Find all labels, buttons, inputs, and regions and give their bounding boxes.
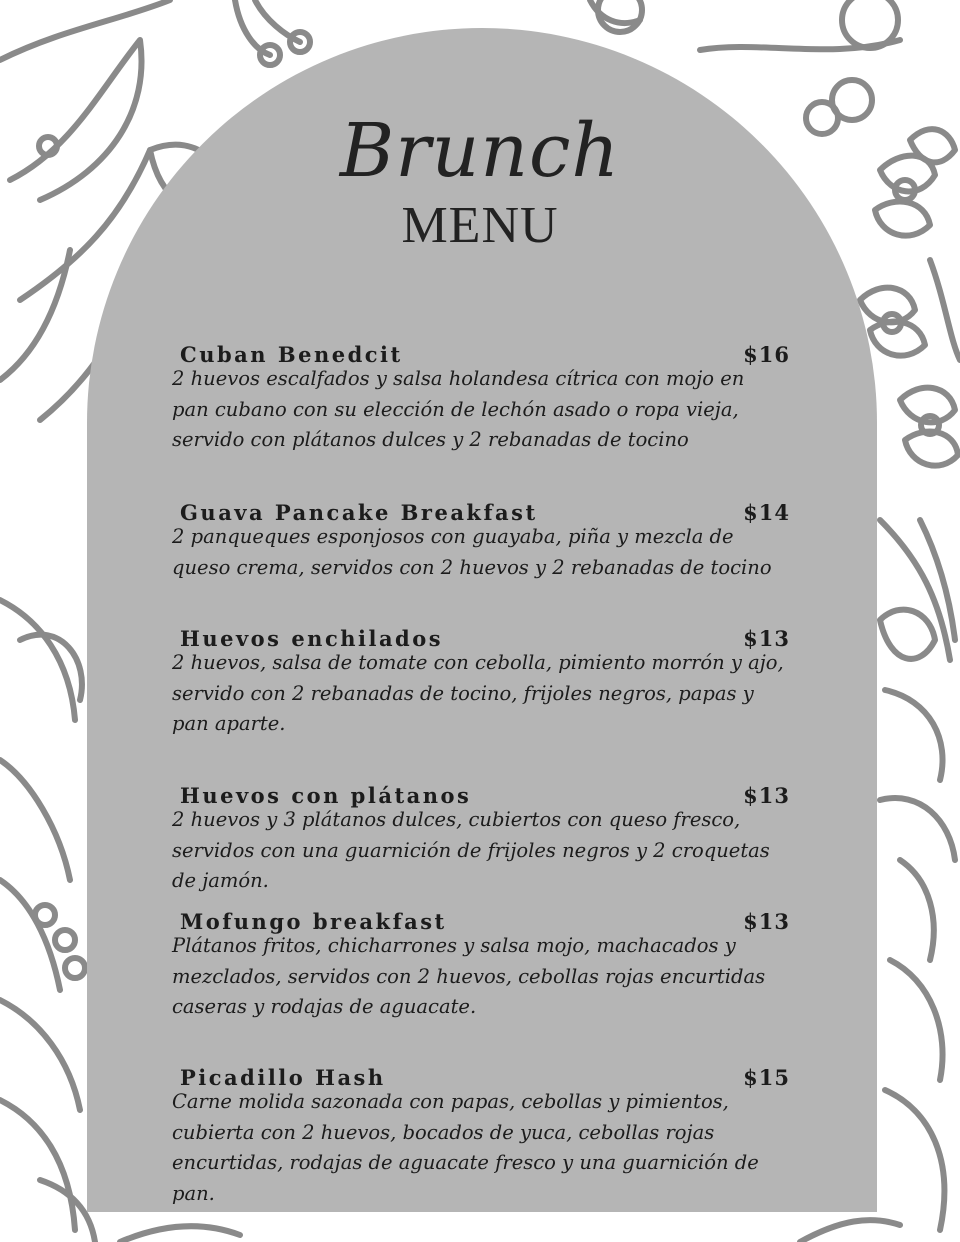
menu-item-description: 2 huevos, salsa de tomate con cebolla, pimiento morrón y ajo, servido con 2 rebanadas de tocino, frijoles negros, papas y pan aparte.	[172, 651, 784, 735]
menu-item-price: $15	[743, 1065, 790, 1090]
menu-item-price: $13	[743, 783, 790, 808]
page-title: MENU	[401, 197, 559, 254]
menu-item-description: 2 huevos escalfados y salsa holandesa cítrica con mojo en pan cubano con su elección de lechón asado o ropa vieja, servido con plátanos dulces y 2 rebanadas de tocino	[172, 367, 745, 451]
menu-item-price: $14	[743, 500, 790, 525]
menu-item-price: $16	[743, 342, 790, 367]
menu-item-name: Guava Pancake Breakfast	[180, 500, 538, 525]
menu-item-name: Picadillo Hash	[180, 1065, 386, 1090]
menu-item-description: 2 panqueques esponjosos con guayaba, piña y mezcla de queso crema, servidos con 2 huevos y 2 rebanadas de tocino	[172, 525, 772, 579]
menu-item-price: $13	[743, 909, 790, 934]
menu-item-name: Cuban Benedcit	[180, 342, 403, 367]
menu-item-name: Huevos enchilados	[180, 626, 444, 651]
menu-item-price: $13	[743, 626, 790, 651]
menu-item-name: Mofungo breakfast	[180, 909, 447, 934]
script-title: Brunch	[339, 108, 621, 194]
menu-item-description: Plátanos fritos, chicharrones y salsa mojo, machacados y mezclados, servidos con 2 huevos, cebollas rojas encurtidas caseras y rodajas de aguacate.	[172, 934, 766, 1018]
menu-item-description: Carne molida sazonada con papas, cebollas y pimientos, cubierta con 2 huevos, bocados de yuca, cebollas rojas encurtidas, rodajas de aguacate fresco y una guarnición de pan.	[172, 1090, 759, 1205]
menu-item-description: 2 huevos y 3 plátanos dulces, cubiertos con queso fresco, servidos con una guarnición de frijoles negros y 2 croquetas de jamón.	[172, 808, 770, 892]
menu-item-name: Huevos con plátanos	[180, 783, 472, 808]
